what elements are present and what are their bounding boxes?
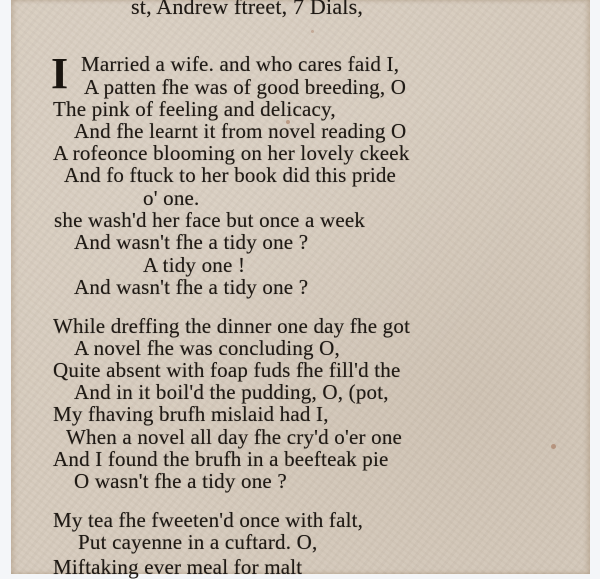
verse-line: The pink of feeling and delicacy, — [53, 97, 336, 121]
drop-cap: I — [51, 49, 69, 98]
verse-line: And fhe learnt it from novel reading O — [74, 119, 407, 143]
verse-line: While dreffing the dinner one day fhe got — [53, 314, 411, 338]
verse-line: And wasn't fhe a tidy one ? — [74, 275, 309, 299]
verse-line: And in it boil'd the pudding, O, (pot, — [74, 380, 389, 404]
verse-line: she wash'd her face but once a week — [54, 208, 366, 232]
verse-line: My fhaving brufh mislaid had I, — [53, 402, 329, 426]
verse-line: Put cayenne in a cuftard. O, — [78, 530, 318, 554]
verse-line: A patten fhe was of good breeding, O — [84, 75, 407, 99]
verse-line: Quite absent with foap fuds fhe fill'd the — [53, 358, 401, 382]
verse-line: And wasn't fhe a tidy one ? — [74, 230, 309, 254]
verse-line-cut: Miftaking ever meal for malt — [53, 555, 303, 579]
verse-line: A rofeonce blooming on her lovely ckeek — [53, 141, 410, 165]
verse-line: A tidy one ! — [143, 253, 246, 277]
verse-line: Married a wife. and who cares faid I, — [81, 52, 400, 76]
verse-line: O wasn't fhe a tidy one ? — [74, 469, 287, 493]
verse-line: o' one. — [143, 186, 200, 210]
verse-line: A novel fhe was concluding O, — [74, 336, 340, 360]
verse-line: And I found the brufh in a beefteak pie — [53, 447, 389, 471]
imprint-line: st, Andrew ftreet, 7 Dials, — [131, 0, 364, 19]
paper-stain — [311, 30, 314, 33]
verse-line: When a novel all day fhe cry'd o'er one — [66, 425, 403, 449]
paper-stain — [551, 444, 556, 449]
verse-line: My tea fhe fweeten'd once with falt, — [53, 508, 364, 532]
verse-line: And fo ftuck to her book did this pride — [64, 163, 397, 187]
